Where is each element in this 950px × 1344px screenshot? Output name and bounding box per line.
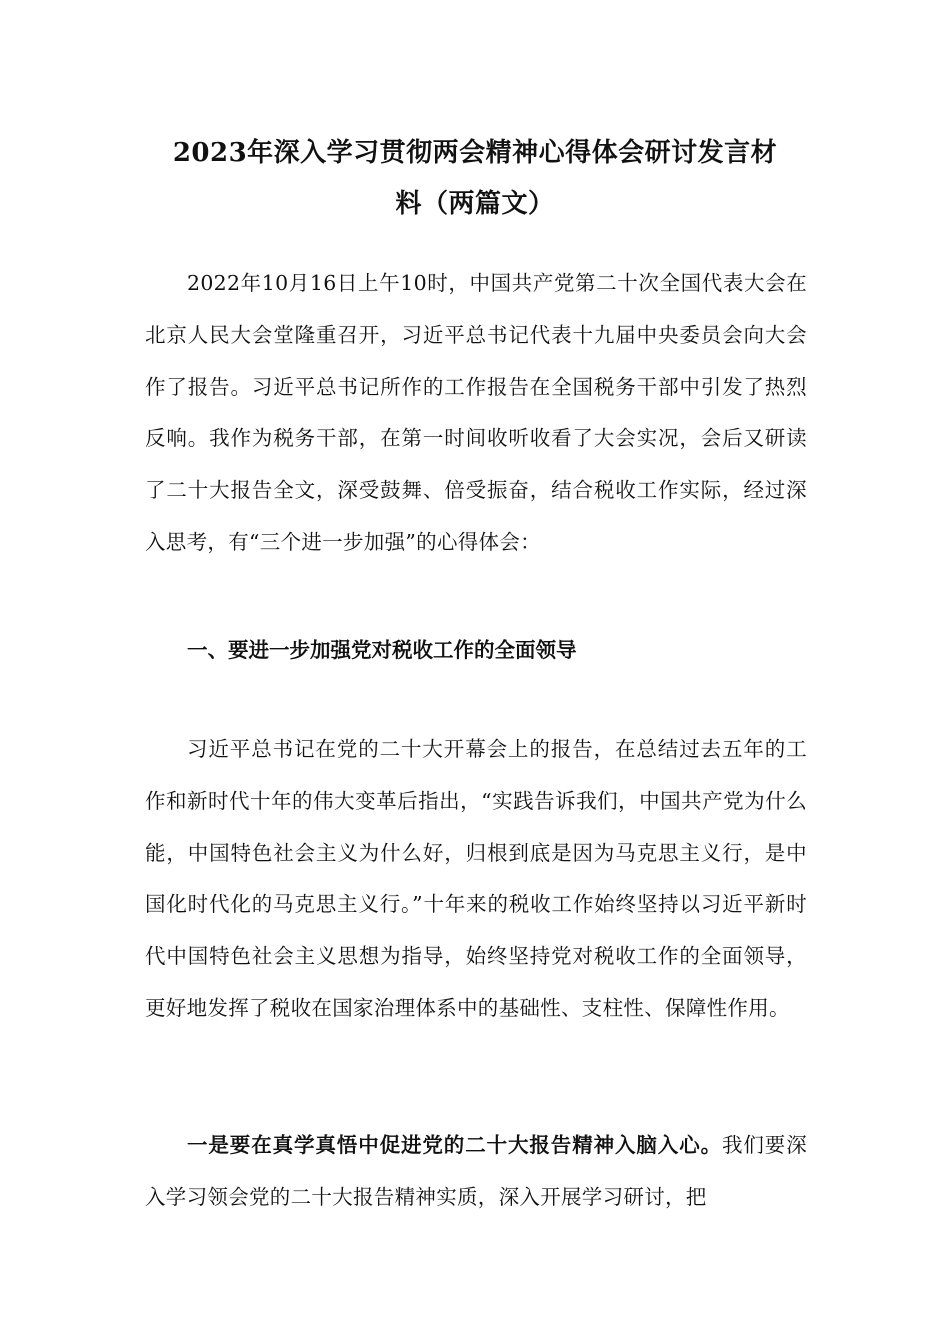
point-1-lead: 一是要在真学真悟中促进党的二十大报告精神入脑入心。 — [187, 1133, 722, 1157]
section-1-paragraph: 习近平总书记在党的二十大开幕会上的报告，在总结过去五年的工作和新时代十年的伟大变革后指出，“实践告诉我们，中国共产党为什么能，中国特色社会主义为什么好，归根到底是因为马克思主义行，是中国化时代化的马克思主义行。”十年来的税收工作始终坚持以习近平新时代中国特色社会主义思想为指导，始终坚持党对税收工作的全面领导，更好地发挥了税收在国家治理体系中的基础性、支柱性、保障性作用。 — [145, 737, 807, 1020]
point-1-text: 我们要深入学习领会党的二十大报告精神实质，深入开展学习研讨，把 — [145, 1133, 807, 1209]
point-1-paragraph — [145, 1120, 807, 1224]
title-line-2: 料（两篇文） — [395, 189, 555, 219]
intro-paragraph: 2022年10月16日上午10时，中国共产党第二十次全国代表大会在北京人民大会堂隆重召开，习近平总书记代表十九届中央委员会向大会作了报告。习近平总书记所作的工作报告在全国税务干部中引发了热烈反响。我作为税务干部，在第一时间收听收看了大会实况，会后又研读了二十大报告全文，深受鼓舞、倍受振奋，结合税收工作实际，经过深入思考，有“三个进一步加强”的心得体会： — [145, 271, 807, 554]
title-line-1: 2023年深入学习贯彻两会精神心得体会研讨发言材 — [172, 138, 778, 168]
section-heading-1: 一、要进一步加强党对税收工作的全面领导 — [187, 638, 577, 662]
document-title — [145, 128, 805, 230]
